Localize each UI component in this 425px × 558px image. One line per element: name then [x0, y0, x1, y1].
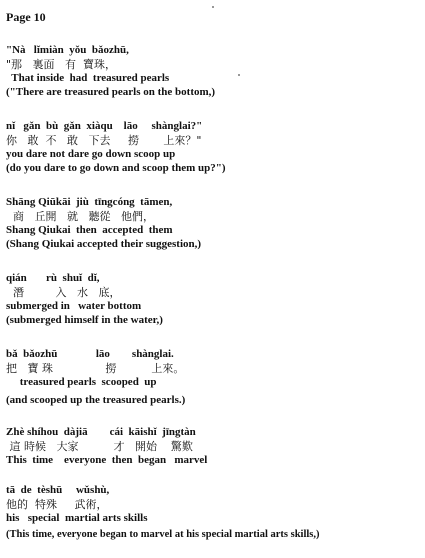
- block-1-translation: ("There are treasured pearls on the bottom,): [6, 86, 216, 98]
- block-1-hanzi: "那 裏面 有 寶珠，: [6, 58, 117, 71]
- block-4-hanzi: 潛 入 水 底，: [6, 286, 121, 299]
- block-2-hanzi: 你 敢 不 敢 下去 撈 上來？": [6, 134, 202, 147]
- block-5-pinyin: bǎ bǎozhū lāo shànglai.: [6, 348, 174, 360]
- block-3-translation: (Shang Qiukai accepted their suggestion,): [6, 238, 202, 250]
- block-4-pinyin: qián rù shuǐ dǐ,: [6, 272, 100, 284]
- block-5-translation: (and scooped up the treasured pearls.): [6, 394, 186, 406]
- block-6-hanzi: 這 時候 大家 才 開始 驚歎: [6, 440, 193, 453]
- block-6-pinyin: Zhè shíhou dàjiā cái kāishǐ jīngtàn: [6, 426, 196, 438]
- scan-speck: [238, 74, 240, 76]
- block-7-pinyin: tā de tèshū wǔshù,: [6, 484, 110, 496]
- block-7-hanzi: 他的 特殊 武術，: [6, 498, 108, 511]
- block-1-gloss: That inside had treasured pearls: [6, 72, 170, 84]
- block-2-gloss: you dare not dare go down scoop up: [6, 148, 176, 160]
- block-2-translation: (do you dare to go down and scoop them up?"): [6, 162, 226, 174]
- block-3-pinyin: Shāng Qiūkāi jiù tīngcóng tāmen,: [6, 196, 173, 208]
- block-2-pinyin: nǐ gǎn bù gǎn xiàqu lāo shànglai?": [6, 120, 203, 132]
- block-3-gloss: Shang Qiukai then accepted them: [6, 224, 173, 236]
- block-5-hanzi: 把 寶 珠 撈 上來。: [6, 362, 185, 375]
- block-4-gloss: submerged in water bottom: [6, 300, 142, 312]
- block-1-pinyin: "Nà lǐmiàn yǒu bǎozhū,: [6, 44, 129, 56]
- page-number: Page 10: [6, 10, 46, 24]
- block-7-gloss: his special martial arts skills: [6, 512, 148, 524]
- block-6-gloss: This time everyone then began marvel: [6, 454, 208, 466]
- block-4-translation: (submerged himself in the water,): [6, 314, 163, 326]
- block-3-hanzi: 商 丘開 就 聽從 他們，: [6, 210, 154, 223]
- block-5-gloss: treasured pearls scooped up: [6, 376, 157, 388]
- block-7-translation: (This time, everyone began to marvel at his special martial arts skills,): [6, 529, 320, 540]
- scan-speck: [212, 6, 214, 8]
